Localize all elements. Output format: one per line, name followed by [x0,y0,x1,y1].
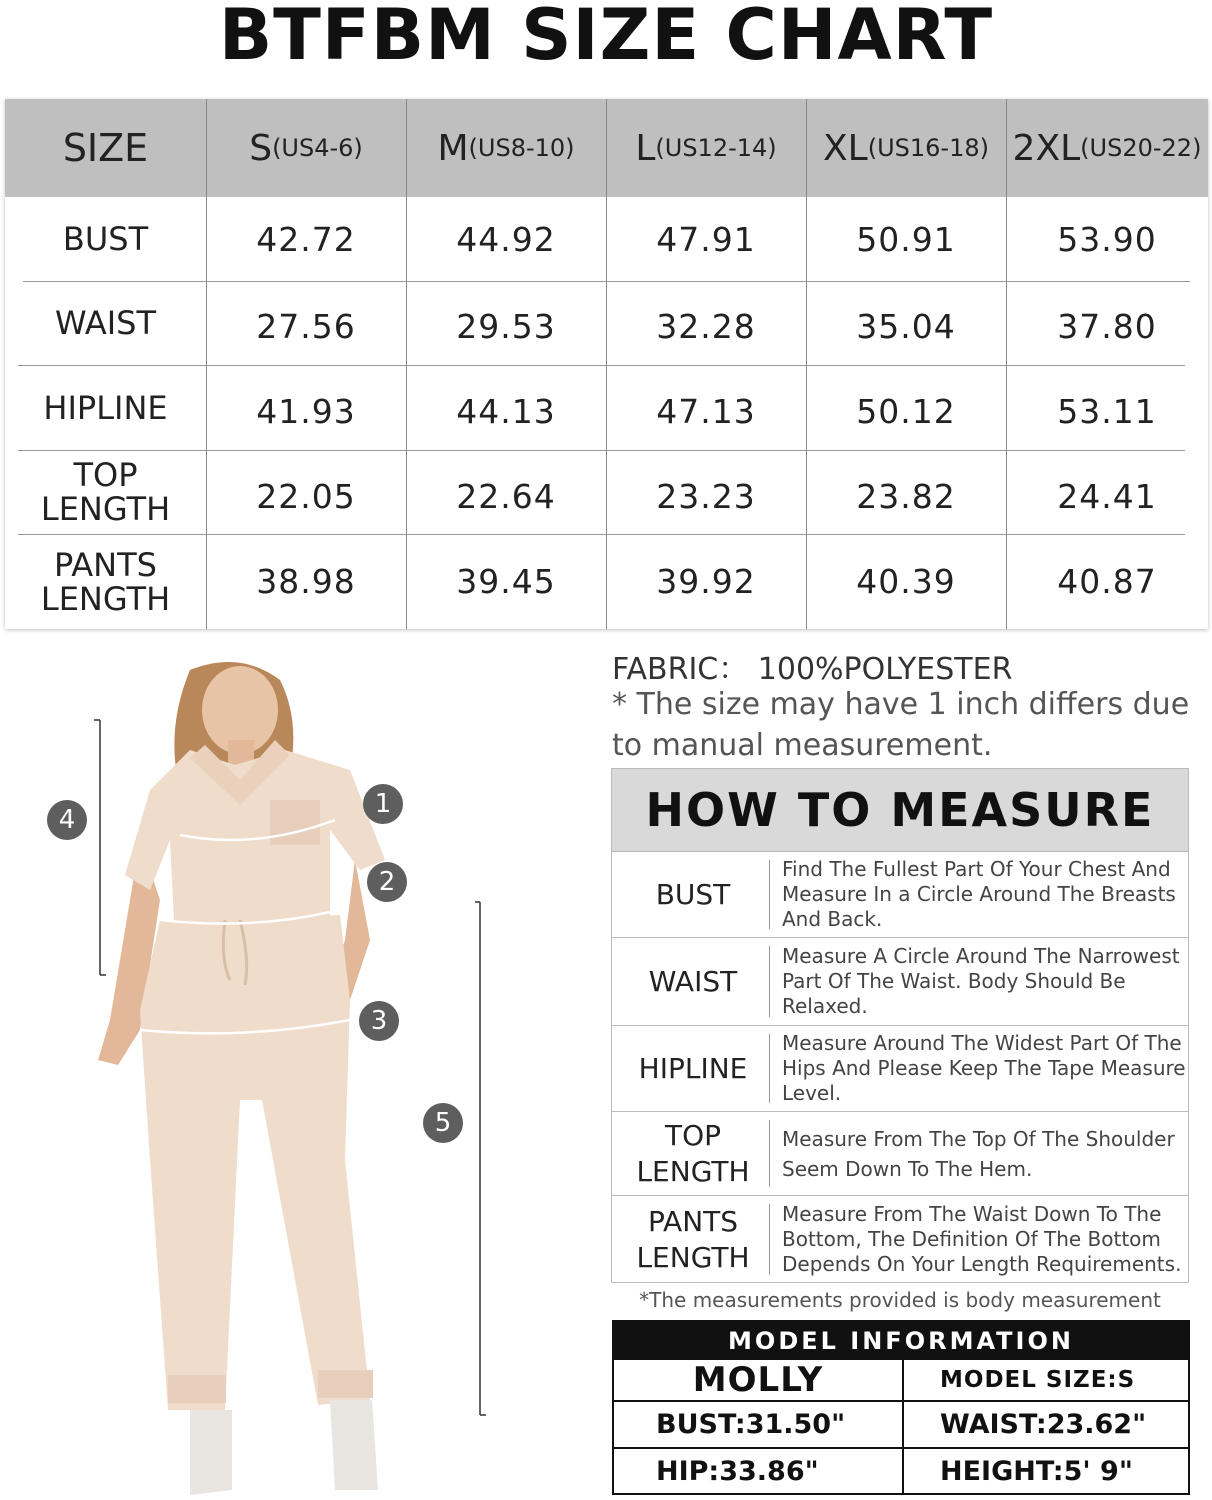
hipline-value: 44.13 [456,392,556,431]
measure-label [612,1026,774,1111]
measure-row-hipline [612,1025,1188,1111]
row-label-line: PANTS [54,545,157,584]
top-length-value: 24.41 [1057,476,1157,516]
size-us-range: (US12-14) [655,134,777,162]
model-hip: HIP:33.86" [656,1455,819,1487]
measure-description: Measure From The Waist Down To The Bottom, The Definition Of The Bottom Depends On Your Length Requirements. [782,1202,1182,1276]
measure-description: Measure A Circle Around The Narrowest Part Of The Waist. Body Should Be Relaxed. [782,944,1180,1018]
bust-value: 53.90 [1057,219,1157,259]
model-size: MODEL SIZE:S [940,1367,1136,1393]
how-to-measure-title: HOW TO MEASURE [612,769,1188,851]
top-length-value: 22.05 [256,476,356,516]
marker-top-length: 4 [47,800,87,840]
size-us-range: (US4-6) [272,134,363,162]
row-label-hipline: HIPLINE [43,388,168,427]
size-name: XL [823,127,868,169]
pants-length-value: 40.87 [1057,562,1157,601]
pants-length-value: 39.92 [656,562,756,601]
marker-bust: 1 [363,784,403,824]
marker-waist: 2 [367,862,407,902]
size-header-l [606,99,806,197]
hipline-value: 50.12 [856,392,956,431]
bust-value: 42.72 [256,219,356,259]
measure-row-top-length [612,1111,1188,1195]
row-label-pants-length [5,534,206,629]
measure-label-line: LENGTH [636,1240,750,1274]
measure-divider [769,1204,770,1275]
measure-row-waist [612,937,1188,1025]
pants-length-value: 39.45 [456,562,556,601]
bust-value: 50.91 [856,219,956,259]
size-header-m [406,99,606,197]
bust-value: 47.91 [656,219,756,259]
size-tolerance-note: * The size may have 1 inch differs due to manual measurement. [612,687,1190,763]
model-bust: BUST:31.50" [656,1409,846,1440]
how-to-measure-table [611,768,1189,1283]
measure-label-line: HIPLINE [638,1051,748,1085]
size-header-xl [806,99,1006,197]
top-length-value: 22.64 [456,476,556,516]
body-measurement-note: *The measurements provided is body measurement [639,1288,1161,1312]
measure-row-bust [612,851,1188,937]
measure-divider [769,1120,770,1187]
marker-pants-length: 5 [423,1103,463,1143]
measure-label-line: WAIST [648,964,738,998]
model-height: HEIGHT:5' 9" [940,1455,1133,1487]
measure-label [612,938,774,1025]
size-chart-table [5,99,1208,629]
row-label-bust: BUST [62,220,149,258]
size-header-s [206,99,406,197]
bust-value: 44.92 [456,219,556,259]
page-title: BTFBM SIZE CHART [218,0,994,76]
top-length-value: 23.23 [656,476,756,516]
row-label-top-length [5,450,206,534]
size-name: M [437,127,469,169]
waist-value: 27.56 [256,306,356,346]
waist-value: 35.04 [856,306,956,346]
row-label-waist: WAIST [54,304,157,342]
model-waist: WAIST:23.62" [940,1409,1147,1440]
marker-hipline: 3 [359,1001,399,1041]
waist-value: 29.53 [456,306,556,346]
measure-label [612,1112,774,1195]
row-label-line: LENGTH [40,579,171,618]
model-photo [0,640,600,1500]
hipline-value: 41.93 [256,392,356,431]
hipline-value: 47.13 [656,392,756,431]
measure-label [612,852,774,937]
measure-divider [769,946,770,1017]
pants-length-value: 38.98 [256,562,356,601]
hipline-value: 53.11 [1057,392,1157,431]
size-name: L [635,127,656,169]
pants-length-value: 40.39 [856,562,956,601]
measure-divider [769,860,770,929]
size-header-2xl [1006,99,1208,197]
measure-row-pants-length [612,1195,1188,1283]
size-us-range: (US20-22) [1080,134,1202,162]
model-figure-illustration [0,640,600,1500]
fabric-info: FABRIC： 100%POLYESTER [612,652,1013,687]
size-us-range: (US8-10) [468,134,575,162]
measure-label [612,1196,774,1283]
measure-label-line: TOP [664,1118,722,1152]
waist-value: 37.80 [1057,306,1157,346]
row-label-line: LENGTH [40,490,171,528]
model-information-table [612,1320,1190,1495]
model-name: MOLLY [692,1360,824,1400]
size-name: S [249,127,273,169]
top-length-value: 23.82 [856,476,956,516]
measure-label-line: PANTS [647,1204,739,1238]
measure-description: Find The Fullest Part Of Your Chest And Measure In a Circle Around The Breasts And Back. [782,857,1176,931]
measure-description: Measure Around The Widest Part Of The Hips And Please Keep The Tape Measure Level. [782,1031,1186,1105]
size-us-range: (US16-18) [867,134,989,162]
measure-divider [769,1034,770,1103]
measure-description: Measure From The Top Of The Shoulder Seem Down To The Hem. [782,1126,1175,1181]
size-header-label: SIZE [62,126,149,170]
row-label-line: TOP [73,456,138,494]
model-information-title: MODEL INFORMATION [614,1322,1188,1360]
measure-label-line: BUST [655,877,731,911]
measure-label-line: LENGTH [636,1154,750,1188]
waist-value: 32.28 [656,306,756,346]
size-name: 2XL [1012,127,1081,169]
